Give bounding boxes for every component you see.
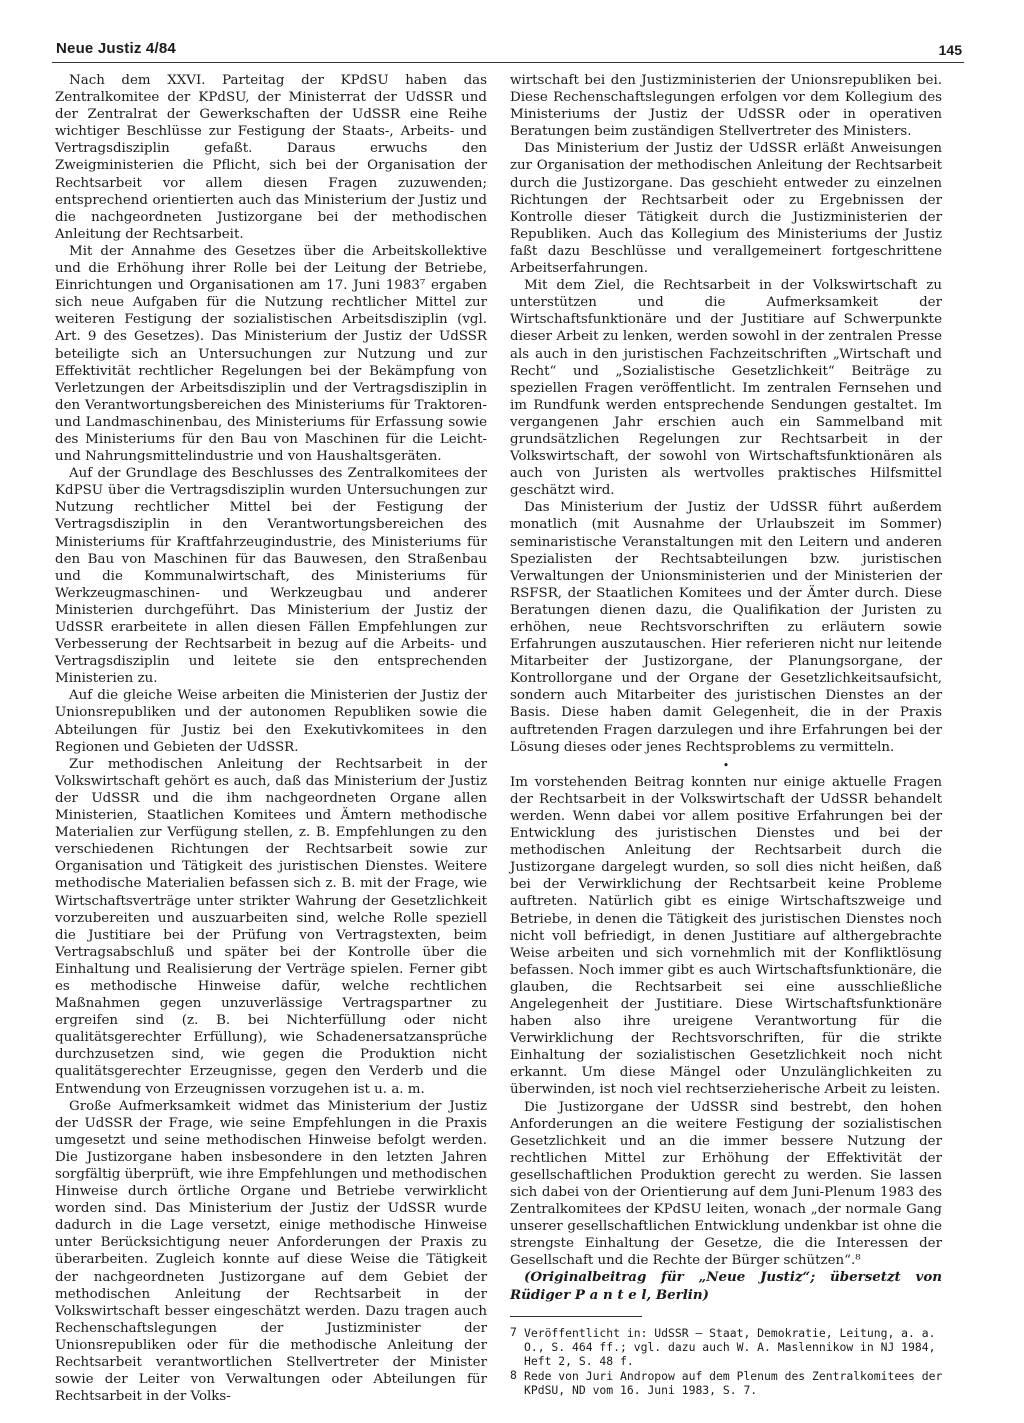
journal-title: Neue Justiz 4/84 (56, 40, 176, 57)
footnote (510, 1368, 942, 1397)
left-column (55, 72, 487, 1405)
footnote-number: 7 (510, 1324, 517, 1339)
footnote (510, 1325, 942, 1369)
paragraph: Das Ministerium der Justiz der UdSSR führt außerdem monatlich (mit Ausnahme der Urlaubszeit im Sommer) seminaristische Veranstaltungen mit den Leitern und anderen Spezialisten der Rechtsabteilungen bzw. juristischen Verwaltungen der Unionsministerien und der Ministerien der RSFSR, der Staatlichen Komitees und der Ämter durch. Diese Beratungen dienen dazu, die Qualifikation der Juristen zu erhöhen, neue Rechtsvorschriften zu erläutern sowie Erfahrungen auszutauschen. Hier referieren nicht nur leitende Mitarbeiter der Justizorgane, der Planungsorgane, der Kontrollorgane und der Organe der Gesetzlichkeitsaufsicht, sondern auch Mitarbeiter des juristischen Dienstes an der Basis. Diese haben damit Gelegenheit, die in der Praxis auftretenden Fragen darzulegen und ihre Erfahrungen bei der Lösung dieses oder jenes Rechtsproblems zu vermitteln. (510, 500, 942, 755)
conclusion-paragraph: Die Justizorgane der UdSSR sind bestrebt, den hohen Anforderungen an die weitere Festigung der sozialistischen Gesetzlichkeit und an die immer bessere Nutzung der rechtlichen Mittel zur Erhöhung der Effektivität der gesellschaftlichen Produktion gerecht zu werden. Sie lassen sich dabei von der Orientierung auf dem Juni-Plenum 1983 des Zentralkomitees der KPdSU leiten, wonach „der normale Gang unserer gesellschaftlichen Entwicklung undenkbar ist ohne die strengste Einhaltung der Gesetze, die die Interessen der Gesellschaft und die Rechte der Bürger schützen“.⁸ (510, 1099, 942, 1269)
header-rule (52, 62, 964, 63)
running-header (52, 40, 962, 62)
paragraph: Zur methodischen Anleitung der Rechtsarbeit in der Volkswirtschaft gehört es auch, daß das Ministerium der Justiz der UdSSR und die ihm nachgeordneten Organe allen Ministerien, Staatlichen Komitees und Ämtern methodische Materialien zur Verfügung stellen, z. B. Empfehlungen zu den verschiedenen Richtungen der Rechtsarbeit sowie zur Organisation und Tätigkeit des juristischen Dienstes. Weitere methodische Materialien befassen sich z. B. mit der Frage, wie Wirtschaftsverträge unter strikter Wahrung der Gesetzlichkeit vorzubereiten und auszuarbeiten sind, welche Rolle speziell die Justitiare bei der Prüfung von Vertragstexten, beim Vertragsabschluß und später bei der Kontrolle über die Einhaltung und Realisierung der Verträge spielen. Ferner gibt es methodische Hinweise dafür, welche rechtlichen Maßnahmen gegen unzuverlässige Vertragspartner zu ergreifen sind (z. B. bei Nichterfüllung oder nicht qualitätsgerechter Erfüllung), wie Schadenersatzansprüche durchzusetzen sind, wie gegen die Produktion nicht qualitätsgerechter Erzeugnisse, gegen den Verderb und die Entwendung von Erzeugnissen vorzugehen ist u. a. m. (55, 756, 487, 1097)
paragraph: Auf die gleiche Weise arbeiten die Ministerien der Justiz der Unionsrepubliken und der autonomen Republiken sowie die Abteilungen für Justiz bei den Exekutivkomitees in den Regionen und Gebieten der UdSSR. (55, 688, 487, 755)
paragraph: Mit der Annahme des Gesetzes über die Arbeitskollektive und die Erhöhung ihrer Rolle bei der Leitung der Betriebe, Einrichtungen und Organisationen am 17. Juni 1983⁷ ergaben sich neue Aufgaben für die Nutzung rechtlicher Mittel zur weiteren Festigung der sozialistischen Arbeitsdisziplin (vgl. Art. 9 des Gesetzes). Das Ministerium der Justiz der UdSSR beteiligte sich an Untersuchungen zur Nutzung und zur Effektivität rechtlicher Regelungen bei der Bekämpfung von Verletzungen der Arbeitsdisziplin und der Vertragsdisziplin in den Verantwortungsbereichen des Ministeriums für Traktoren- und Landmaschinenbau, des Ministeriums für Erfassung sowie des Ministeriums für den Bau von Maschinen für die Leicht- und Nahrungsmittelindustrie und von Haushaltsgeräten. (55, 243, 487, 465)
paragraph: Nach dem XXVI. Parteitag der KPdSU haben das Zentralkomitee der KPdSU, der Ministerrat der UdSSR und der Zentralrat der Gewerkschaften der UdSSR eine Reihe wichtiger Beschlüsse zur Festigung der Staats-, Arbeits- und Vertragsdisziplin gefaßt. Daraus erwuchs den Zweigministerien die Pflicht, sich bei der Organisation der Rechtsarbeit vor allem diesen Fragen zuzuwenden; entsprechend orientierten auch das Ministerium der Justiz und die nachgeordneten Justizorgane bei der methodischen Anleitung der Rechtsarbeit. (55, 73, 487, 242)
paragraph: Mit dem Ziel, die Rechtsarbeit in der Volkswirtschaft zu unterstützen und die Aufmerksamkeit der Wirtschaftsfunktionäre und der Justitiare auf Schwerpunkte dieser Arbeit zu lenken, werden sowohl in der zentralen Presse als auch in den juristischen Fachzeitschriften „Wirtschaft und Recht“ und „Sozialistische Gesetzlichkeit“ Beiträge zu speziellen Fragen veröffentlicht. Im zentralen Fernsehen und im Rundfunk werden entsprechende Sendungen gestaltet. Im vergangenen Jahr erschien auch ein Sammelband mit grundsätzlichen Regelungen zur Rechtsarbeit in der Volkswirtschaft, der sowohl von Wirtschaftsfunktionären als auch von Juristen als wertvolles praktisches Hilfsmittel geschätzt wird. (510, 278, 942, 499)
footnote-rule (510, 1316, 642, 1325)
page-number: 145 (938, 42, 962, 58)
paragraph: Das Ministerium der Justiz der UdSSR erläßt Anweisungen zur Organisation der methodischen Anleitung der Rechtsarbeit durch die Justizorgane. Das geschieht entweder zu einzelnen Richtungen der Rechtsarbeit oder zu Ergebnissen der Kontrolle dieser Tätigkeit durch die Justizministerien der Republiken. Auch das Kollegium des Ministeriums der Justiz faßt dazu Beschlüsse und verallgemeinert fortgeschrittene Arbeitserfahrungen. (510, 141, 942, 277)
paragraph: Auf der Grundlage des Beschlusses des Zentralkomitees der KdPSU über die Vertragsdisziplin wurden Untersuchungen zur Nutzung rechtlicher Mittel bei der Festigung der Vertragsdisziplin in den Verantwortungsbereichen des Ministeriums für Kraftfahrzeugindustrie, des Ministeriums für den Bau von Maschinen für das Bauwesen, den Straßenbau und die Kommunalwirtschaft, des Ministeriums für Werkzeugmaschinen- und Werkzeugbau und anderer Ministerien durchgeführt. Das Ministerium der Justiz der UdSSR erarbeitete in allen diesen Fällen Empfehlungen zur Verbesserung der Rechtsarbeit in bezug auf die Arbeits- und Vertragsdisziplin und leitete sie den entsprechenden Ministerien zu. (55, 466, 487, 687)
conclusion-paragraph: Im vorstehenden Beitrag konnten nur einige aktuelle Fragen der Rechtsarbeit in der Volkswirtschaft der UdSSR behandelt werden. Wenn dabei vor allem positive Erfahrungen bei der Entwicklung des juristischen Dienstes und bei der methodischen Anleitung der Rechtsarbeit durch die Justizorgane dargelegt wurden, so soll dies nicht heißen, daß bei der Verwirklichung der Rechtsarbeit keine Probleme auftreten. Natürlich gibt es einige Wirtschaftszweige und Betriebe, in denen die Tätigkeit des juristischen Dienstes noch nicht voll befriedigt, in denen Justitiare auf althergebrachte Weise arbeiten und sich vornehmlich mit der Konfliktlösung befassen. Noch immer gibt es auch Wirtschaftsfunktionäre, die glauben, die Rechtsarbeit sei eine ausschließliche Angelegenheit der Justitiare. Diese Wirtschaftsfunktionäre haben also ihre ureigene Verantwortung für die Verwirklichung der Rechtsvorschriften, für die strikte Einhaltung der sozialistischen Gesetzlichkeit noch nicht erkannt. Um diese Mängel oder Unzulänglichkeiten zu überwinden, ist noch viel rechtserzieherische Arbeit zu leisten. (510, 774, 942, 1098)
footnote-number: 8 (510, 1368, 517, 1383)
paragraph: Große Aufmerksamkeit widmet das Ministerium der Justiz der UdSSR der Frage, wie seine Empfehlungen in die Praxis umgesetzt und seine methodischen Hinweise befolgt werden. Die Justizorgane haben insbesondere in den letzten Jahren sorgfältig überprüft, wie ihre Empfehlungen und methodischen Hinweise durch örtliche Organe und Betriebe verwirklicht worden sind. Das Ministerium der Justiz der UdSSR wurde dadurch in die Lage versetzt, einige methodische Hinweise unter Berücksichtigung neuer Anforderungen der Praxis zu überarbeiten. Zugleich konnte auf diese Weise die Tätigkeit der nachgeordneten Justizorgane auf dem Gebiet der methodischen Anleitung der Rechtsarbeit in der Volkswirtschaft besser eingeschätzt werden. Dazu tragen auch Rechenschaftslegungen der Justizminister der Unionsrepubliken oder für die methodische Anleitung der Rechtsarbeit verantwortlichen Stellvertreter der Minister sowie der Leiter von Verwaltungen oder Abteilungen für Rechtsarbeit in der Volks- (55, 1098, 487, 1405)
section-separator: • (722, 758, 730, 772)
translation-credit: (Originalbeitrag für „Neue Justiz“; übersetzt von Rüdiger P a n t e l, Berlin) (510, 1269, 942, 1303)
footnote-text: Rede von Juri Andropow auf dem Plenum des Zentralkomitees der KPdSU, ND vom 16. Juni 1983, S. 7. (524, 1369, 943, 1398)
footnote-text: Veröffentlicht in: UdSSR — Staat, Demokratie, Leitung, a. a. O., S. 464 ff.; vgl. dazu auch W. A. Maslennikow in NJ 1984, Heft 2, S. 48 f. (524, 1325, 936, 1369)
paragraph: wirtschaft bei den Justizministerien der Unionsrepubliken bei. Diese Rechenschaftslegungen erfolgen vor dem Kollegium des Ministeriums der Justiz der UdSSR oder in operativen Beratungen beim zuständigen Stellvertreter des Ministers. (510, 73, 942, 140)
right-column (510, 72, 942, 1398)
